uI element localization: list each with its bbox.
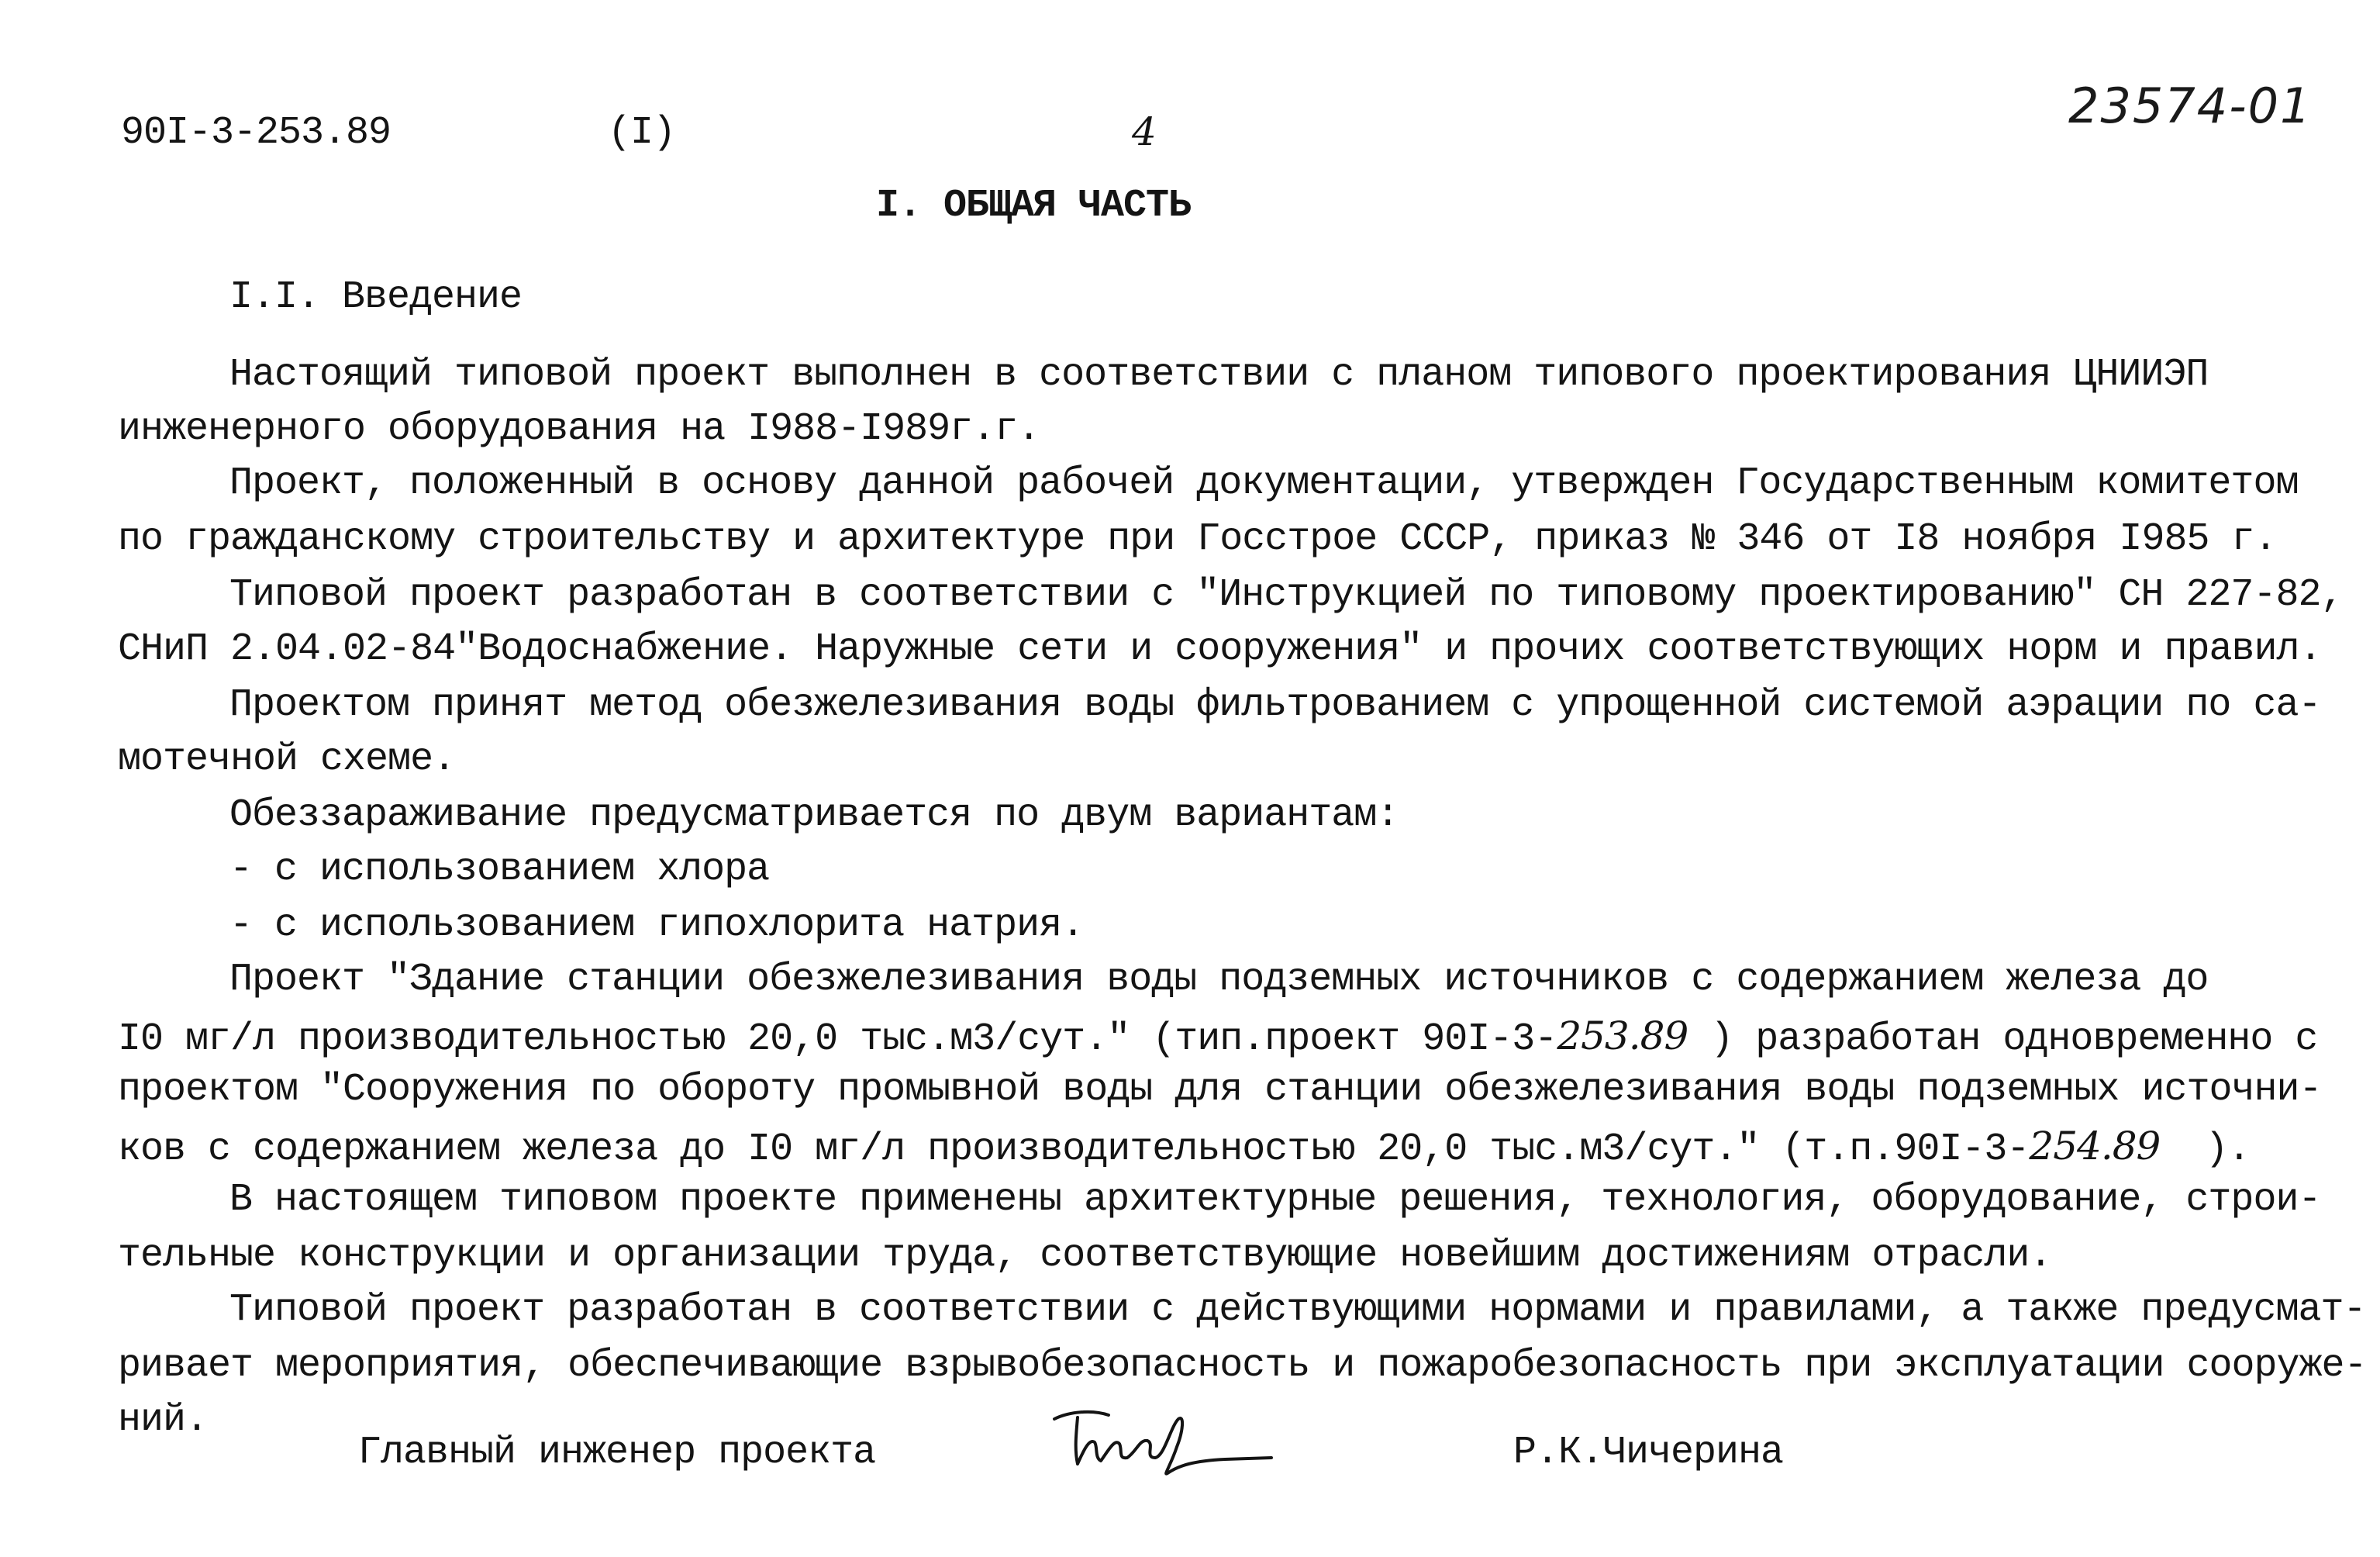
text-line-12: Проект "Здание станции обезжелезивания воды подземных источников с содержанием железа до — [229, 958, 2209, 1002]
handwritten-project-number: 253.89 — [1557, 1013, 1688, 1058]
text-line-13 — [118, 1011, 2317, 1065]
signature-name: Р.К.Чичерина — [1513, 1431, 1784, 1475]
text-line-20: ний. — [118, 1398, 209, 1442]
text-line-1: Настоящий типовой проект выполнен в соответствии с планом типового проектирования ЦНИИЭП — [229, 353, 2209, 397]
text-line-3: Проект, положенный в основу данной рабочей документации, утвержден Государственным комитетом — [229, 461, 2299, 506]
text-line-18: Типовой проект разработан в соответствии с действующими нормами и правилами, а также предусмат- — [229, 1288, 2366, 1332]
text-line-15-end: ). — [2160, 1127, 2251, 1172]
text-line-13-end: ) разработан одновременно с — [1688, 1017, 2318, 1062]
handwritten-signature — [1047, 1396, 1279, 1481]
text-line-15 — [118, 1121, 2250, 1175]
page-number: 4 — [1132, 109, 1156, 154]
text-line-4: по гражданскому строительству и архитектуре при Госстрое СССР, приказ № 346 от I8 ноября I985 г. — [118, 517, 2277, 561]
text-line-9: Обеззараживание предусматривается по двум вариантам: — [229, 793, 1399, 837]
text-line-14: проектом "Сооружения по обороту промывной воды для станции обезжелезивания воды подземных источни- — [118, 1068, 2322, 1112]
text-line-2: инженерного оборудования на I988-I989г.г. — [118, 407, 1040, 451]
doc-code: 90I-3-253.89 — [121, 111, 391, 155]
handwritten-related-project-number: 254.89 — [2029, 1124, 2161, 1169]
part-number: (I) — [608, 111, 676, 155]
text-line-6: СНиП 2.04.02-84"Водоснабжение. Наружные сети и сооружения" и прочих соответствующих норм и правил. — [118, 627, 2322, 671]
text-line-5: Типовой проект разработан в соответствии с "Инструкцией по типовому проектированию" СН 227-82, — [229, 573, 2344, 617]
text-line-16: В настоящем типовом проекте применены архитектурные решения, технология, оборудование, строи- — [229, 1178, 2321, 1222]
text-line-7: Проектом принят метод обезжелезивания воды фильтрованием с упрощенной системой аэрации по са- — [229, 683, 2321, 727]
text-line-17: тельные конструкции и организации труда, соответствующие новейшим достижениям отрасли. — [118, 1234, 2052, 1278]
text-line-19: ривает мероприятия, обеспечивающие взрывобезопасность и пожаробезопасность при эксплуатации сооруже- — [118, 1344, 2367, 1388]
signature-role: Главный инженер проекта — [358, 1431, 876, 1475]
text-line-8: мотечной схеме. — [118, 737, 456, 782]
text-line-13-start: I0 мг/л производительностью 20,0 тыс.м3/сут." (тип.проект 90I-3- — [118, 1017, 1557, 1062]
list-item-chlorine: - с использованием хлора — [229, 848, 770, 892]
inventory-number: 23574-01 — [2068, 78, 2313, 134]
section-title: I. ОБЩАЯ ЧАСТЬ — [876, 184, 1192, 228]
list-item-hypochlorite: - с использованием гипохлорита натрия. — [229, 903, 1085, 948]
subsection-title: I.I. Введение — [229, 275, 523, 319]
text-line-15-start: ков с содержанием железа до I0 мг/л производительностью 20,0 тыс.м3/сут." (т.п.90I-3- — [118, 1127, 2030, 1172]
